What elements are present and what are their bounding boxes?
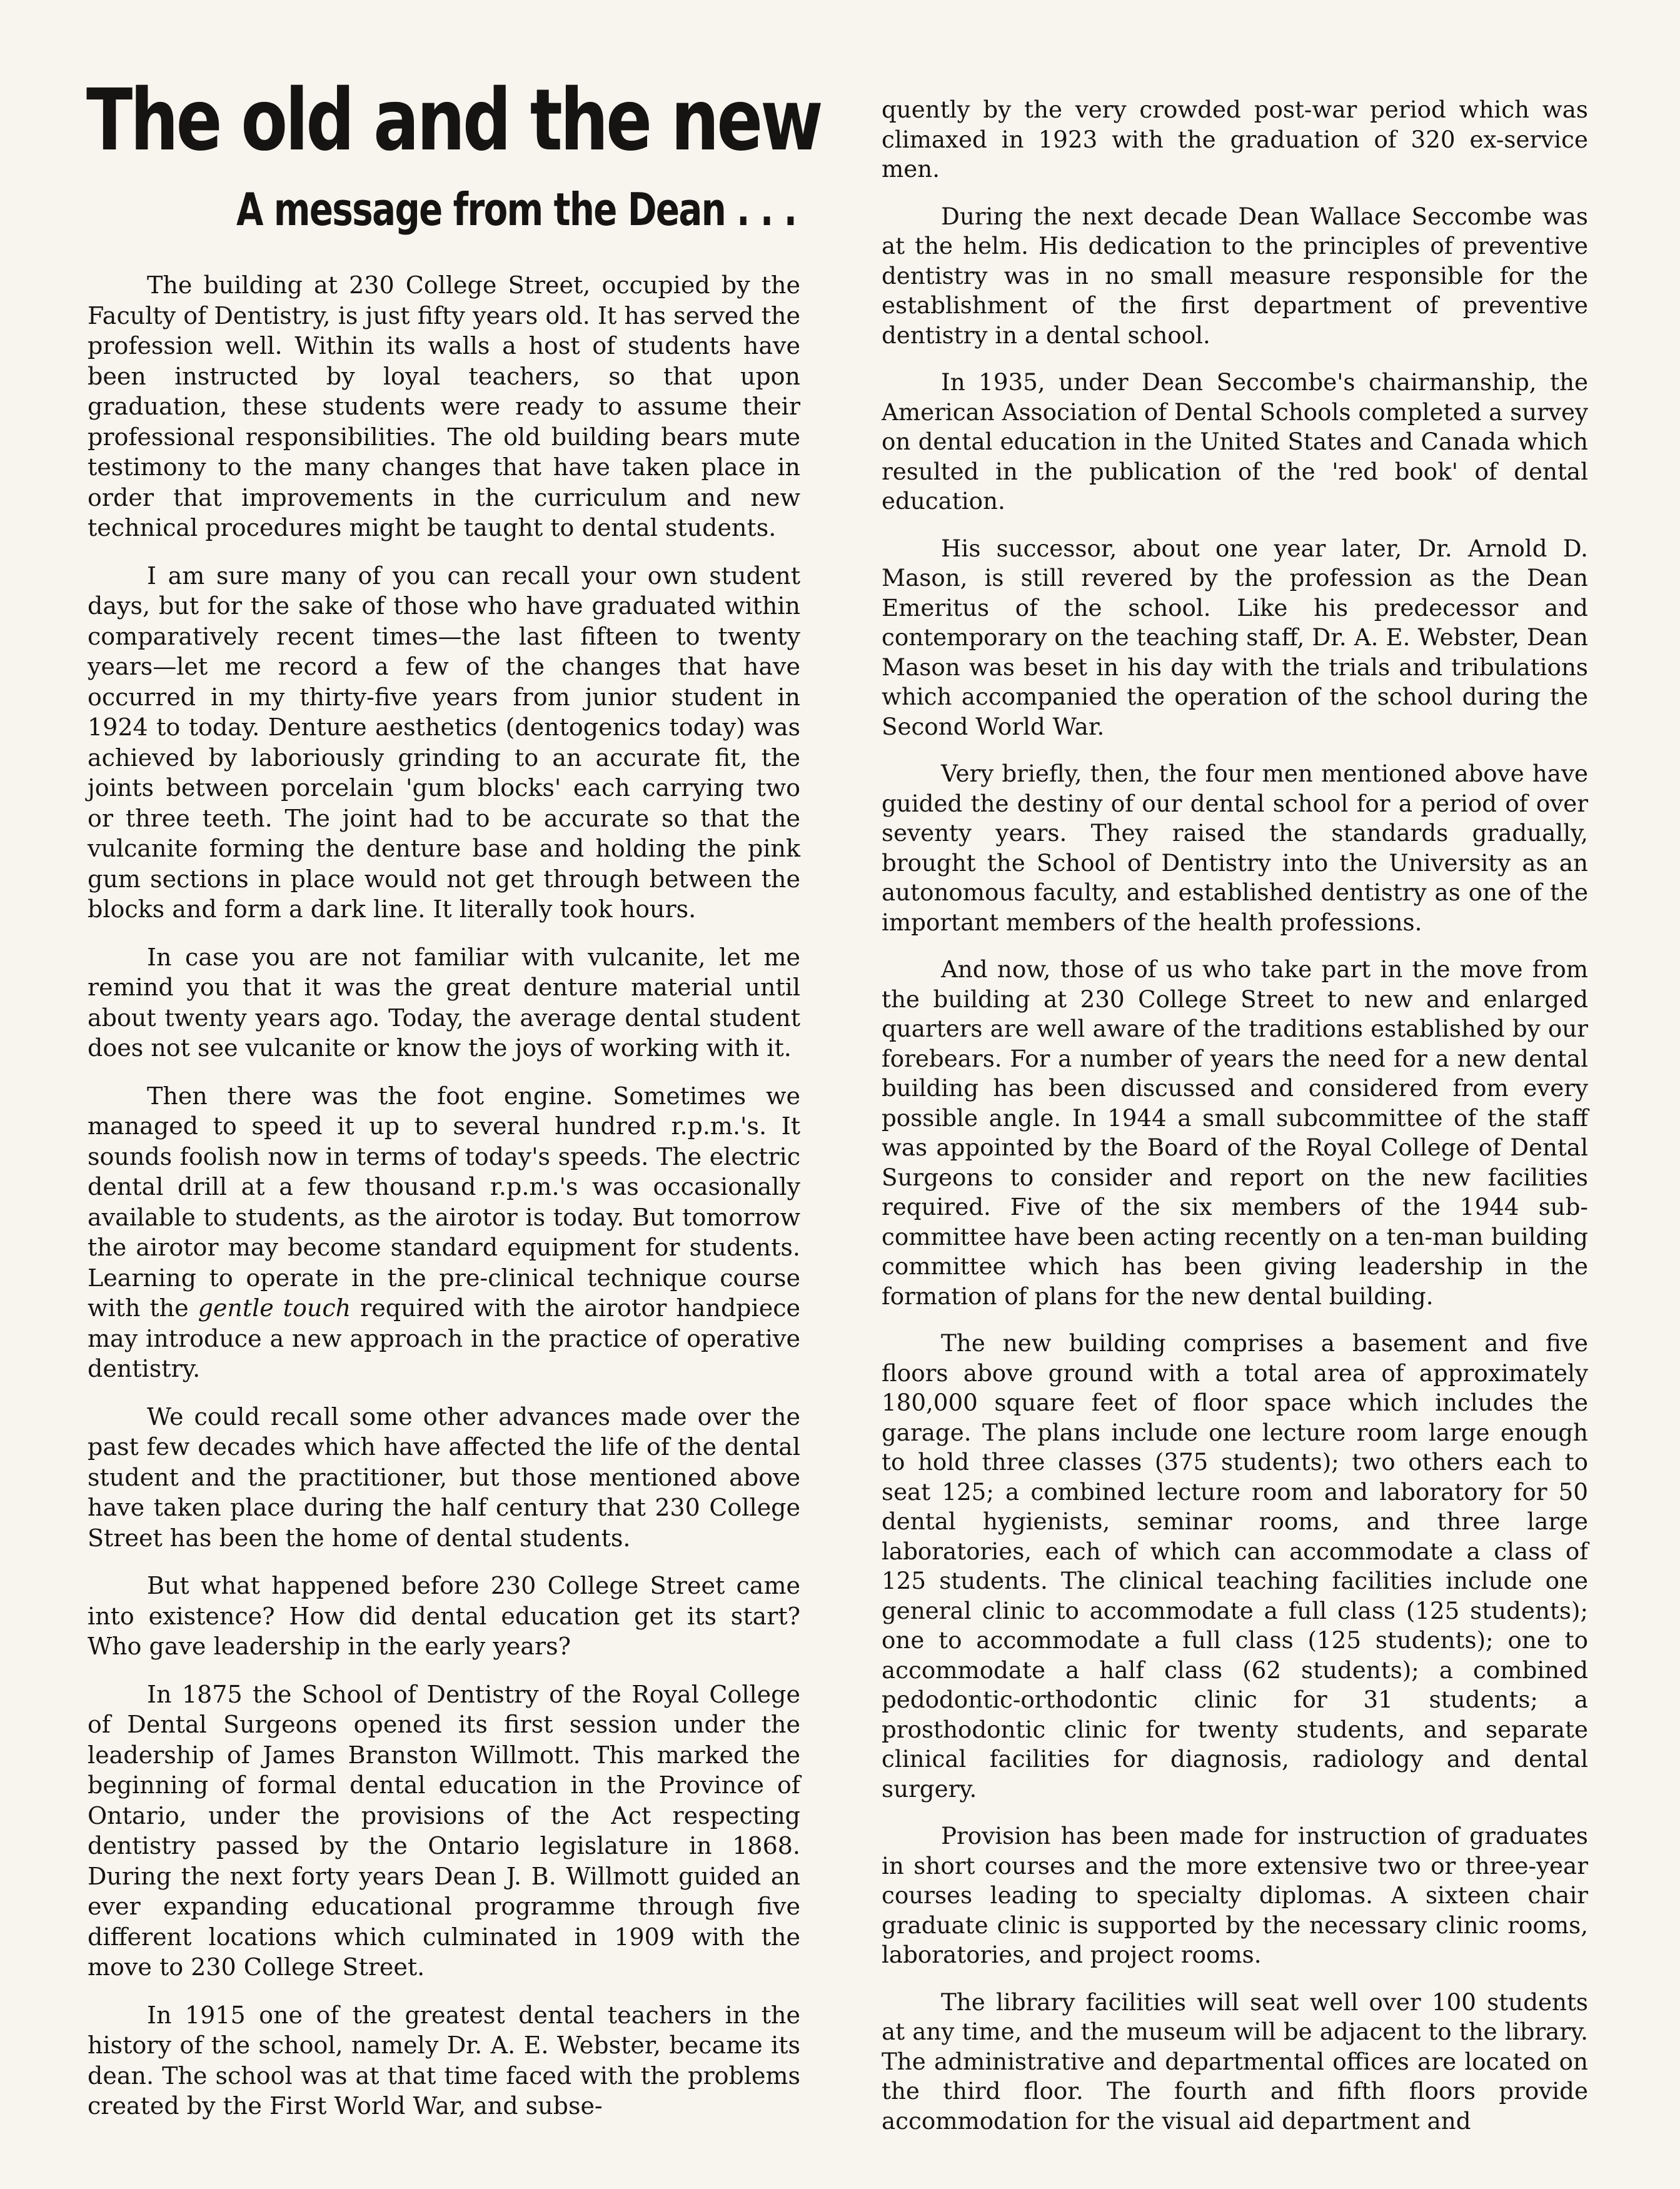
paragraph: I am sure many of you can recall your own student days, but for the sake of those who have graduated within comparatively recent times—the last fifteen to twenty years—let me record a few of the changes that have occurred in my thirty-five years from junior student in 1924 to today. Denture aesthetics (dentogenics today) was achieved by laboriously grinding to an accurate fit, the joints between porcelain 'gum blocks' each carrying two or three teeth. The joint had to be accurate so that the vulcanite forming the denture base and holding the pink gum sections in place would not get through between the blocks and form a dark line. It literally took hours. — [88, 561, 800, 923]
emphasis-text: gentle touch — [198, 1294, 351, 1322]
paragraph: During the next decade Dean Wallace Seccombe was at the helm. His dedication to the principles of preventive dentistry was in no small measure responsible for the establishment of the first department of preventive dentistry in a dental school. — [882, 202, 1588, 349]
paragraph: In 1875 the School of Dentistry of the Royal College of Dental Surgeons opened its first session under the leadership of James Branston Willmott. This marked the beginning of formal dental education in the Province of Ontario, under the provisions of the Act respecting dentistry passed by the Ontario legislature in 1868. During the next forty years Dean J. B. Willmott guided an ever expanding educational programme through five different locations which culminated in 1909 with the move to 230 College Street. — [88, 1680, 800, 1981]
paragraph-text: Then there was the foot engine. Sometimes we managed to speed it up to several hundred r.p.m.'s. It sounds foolish now in terms of today's speeds. The electric dental drill at a few thousand r.p.m.'s was occasionally available to students, as the airotor is today. But tomorrow the airotor may become standard equipment for students. Learning to operate in the pre-clinical technique course with the — [88, 1082, 800, 1322]
paragraph-text: required with the airotor handpiece may introduce a new approach in the practice of operative dentistry. — [88, 1294, 800, 1382]
paragraph: In 1915 one of the greatest dental teachers in the history of the school, namely Dr. A. E. Webster, became its dean. The school was at that time faced with the problems created by the First World War, and subse- — [88, 2001, 800, 2120]
paragraph: In 1935, under Dean Seccombe's chairmanship, the American Association of Dental Schools completed a survey on dental education in the United States and Canada which resulted in the publication of the 'red book' of dental education. — [882, 368, 1588, 515]
paragraph: Very briefly, then, the four men mentioned above have guided the destiny of our dental school for a period of over seventy years. They raised the standards gradually, brought the School of Dentistry into the University as an autonomous faculty, and established dentistry as one of the important members of the health professions. — [882, 760, 1588, 936]
paragraph: The new building comprises a basement and five floors above ground with a total area of approximately 180,000 square feet of floor space which includes the garage. The plans include one lecture room large enough to hold three classes (375 students); two others each to seat 125; a combined lecture room and laboratory for 50 dental hygienists, seminar rooms, and three large laboratories, each of which can accommodate a class of 125 students. The clinical teaching facilities include one general clinic to accommodate a full class (125 students); one to accommodate a full class (125 students); one to accommodate a half class (62 students); a combined pedodontic-orthodontic clinic for 31 students; a prosthodontic clinic for twenty students, and separate clinical facilities for diagnosis, radiology and dental surgery. — [882, 1329, 1588, 1803]
paragraph-foot-engine — [88, 1081, 800, 1384]
article-subtitle: A message from the Dean . . . — [236, 183, 797, 236]
paragraph: And now, those of us who take part in the move from the building at 230 College Street to new and enlarged quarters are well aware of the traditions established by our forebears. For a number of years the need for a new dental building has been discussed and considered from every possible angle. In 1944 a small subcommittee of the staff was appointed by the Board of the Royal College of Dental Surgeons to consider and report on the new facilities required. Five of the six members of the 1944 sub-committee have been acting recently on a ten-man building committee which has been giving leadership in the formation of plans for the new dental building. — [882, 955, 1588, 1310]
paragraph: The library facilities will seat well over 100 students at any time, and the museum will be adjacent to the library. The administrative and departmental offices are located on the third floor. The fourth and fifth floors provide accommodation for the visual aid department and — [882, 1988, 1588, 2135]
paragraph: But what happened before 230 College Street came into existence? How did dental education get its start? Who gave leadership in the early years? — [88, 1572, 800, 1660]
article-title: The old and the new — [86, 71, 821, 170]
left-column — [88, 270, 800, 2139]
paragraph: The building at 230 College Street, occupied by the Faculty of Dentistry, is just fifty years old. It has served the profession well. Within its walls a host of students have been instructed by loyal teachers, so that upon graduation, these students were ready to assume their professional responsibilities. The old building bears mute testimony to the many changes that have taken place in order that improvements in the curriculum and new technical procedures might be taught to dental students. — [88, 271, 800, 541]
paragraph-continued: quently by the very crowded post-war period which was climaxed in 1923 with the graduation of 320 ex-service men. — [882, 96, 1588, 183]
paragraph: His successor, about one year later, Dr. Arnold D. Mason, is still revered by the profession as the Dean Emeritus of the school. Like his predecessor and contemporary on the teaching staff, Dr. A. E. Webster, Dean Mason was beset in his day with the trials and tribulations which accompanied the operation of the school during the Second World War. — [882, 534, 1588, 740]
paragraph: Provision has been made for instruction of graduates in short courses and the more extensive two or three-year courses leading to specialty diplomas. A sixteen chair graduate clinic is supported by the necessary clinic rooms, laboratories, and project rooms. — [882, 1822, 1588, 1968]
paragraph: We could recall some other advances made over the past few decades which have affected the life of the dental student and the practitioner, but those mentioned above have taken place during the half century that 230 College Street has been the home of dental students. — [88, 1402, 800, 1552]
paragraph: In case you are not familiar with vulcanite, let me remind you that it was the great denture material until about twenty years ago. Today, the average dental student does not see vulcanite or know the joys of working with it. — [88, 943, 800, 1062]
right-column — [882, 95, 1588, 2153]
